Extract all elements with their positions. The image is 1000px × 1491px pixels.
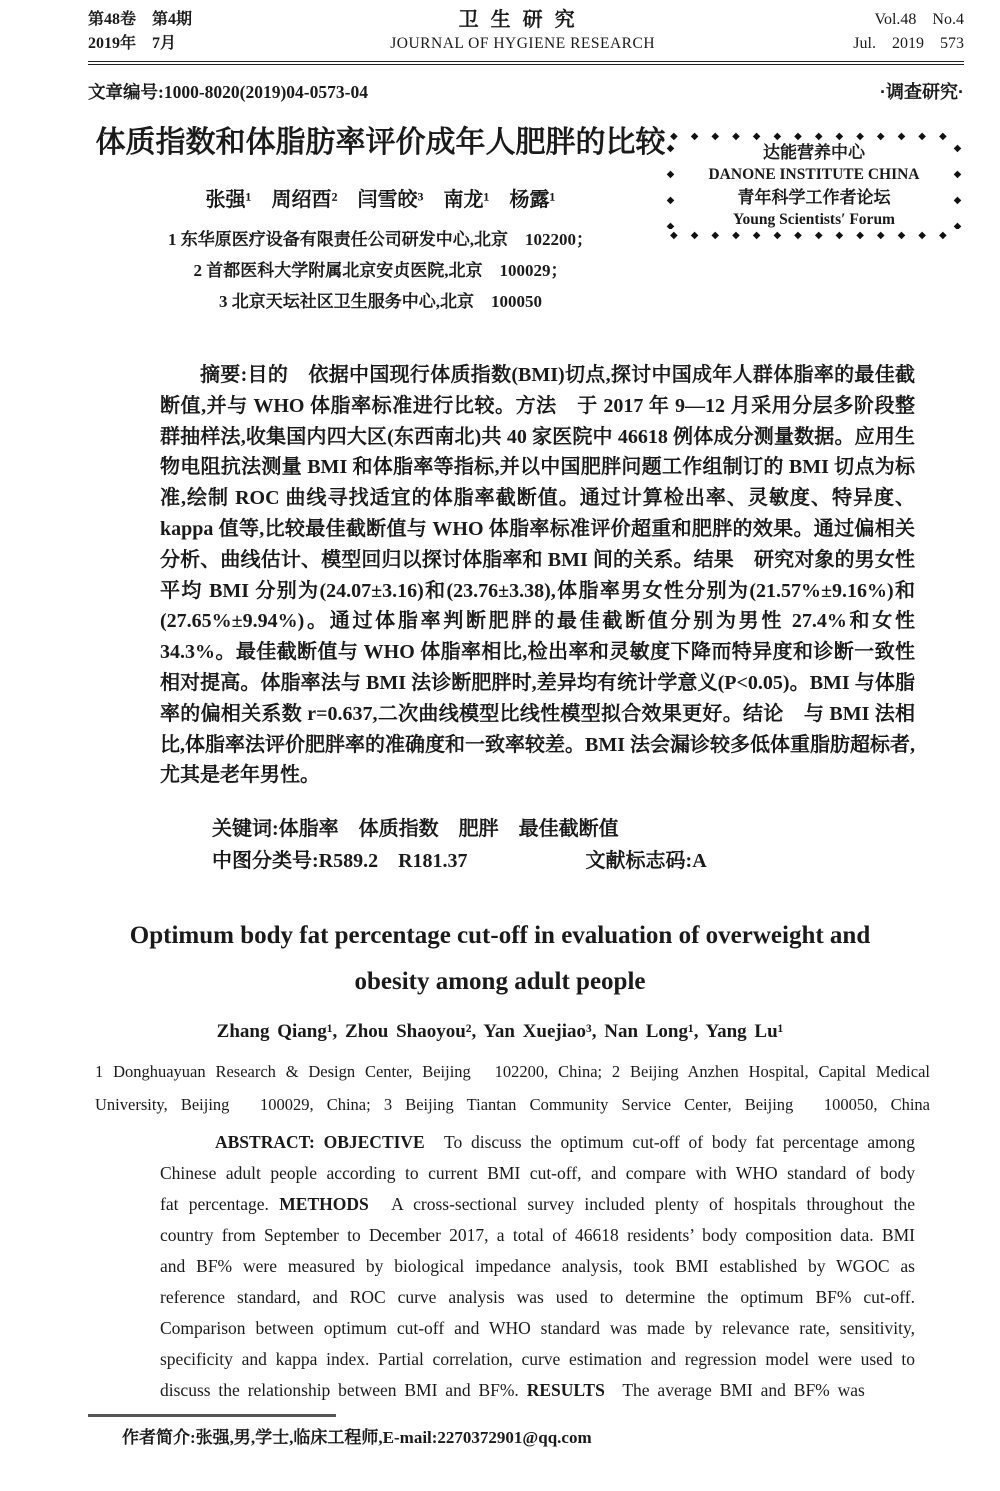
article-title-cn: 体质指数和体脂肪率评价成年人肥胖的比较 (95, 126, 666, 159)
forum-line-cn-2: 青年科学工作者论坛 (737, 188, 891, 207)
abstract-en-results: The average BMI and BF% was (604, 1380, 865, 1401)
article-title-en: Optimum body fat percentage cut-off in evaluation of overweight and obesity among adult people (129, 922, 871, 996)
journal-issue-info-en (853, 8, 964, 56)
authors-cn: 张强¹ 周绍酉² 闫雪皎³ 南龙¹ 杨露¹ (205, 189, 556, 211)
affiliations-en: 1 Donghuayuan Research & Design Center, Beijing 102200, China; 2 Beijing Anzhen Hospital, Capital Medical University, Beijing 100029, China; 3 Beijing Tiantan Community Service Center, Beijing 100050, China (95, 1062, 930, 1115)
clc-number: 中图分类号:R589.2 R181.37 (212, 850, 468, 873)
affiliations-cn (88, 224, 673, 317)
volume-issue-cn: 第48卷 第4期 (88, 11, 193, 28)
abstract-en-label-methods: METHODS (279, 1194, 369, 1215)
volume-issue-en: Vol.48 No.4 (874, 11, 964, 28)
abstract-cn-label-conclusion: 结论 (743, 702, 784, 725)
footnote-rule (88, 1414, 336, 1417)
danone-forum-box (664, 130, 964, 242)
abstract-en-label-objective: ABSTRACT: OBJECTIVE (215, 1132, 425, 1153)
issue-date-cn: 2019年 7月 (88, 35, 177, 52)
classification-line (212, 845, 915, 877)
journal-issue-info-cn (88, 8, 192, 56)
abstract-cn-results: 研究对象的男女性平均 BMI 分别为(24.07±3.16)和(23.76±3.38),体脂率男女性分别为(21.57%±9.16%)和(27.65%±9.94%)。通过体脂率判断肥胖的最佳截断值分别为男性 27.4%和女性 34.3%。最佳截断值与 WHO 体脂率相比,检出率和灵敏度下降而特异度和诊断一致性相对提高。体脂率法与 BMI 法诊断肥胖时,差异均有统计学意义(P<0.05)。BMI 与体脂率的偏相关系数 r=0.637,二次曲线模型比线性模型拟合效果更好。 (160, 548, 916, 725)
article-number: 文章编号:1000-8020(2019)04-0573-04 (88, 82, 368, 102)
paper-page (0, 8, 1000, 1491)
issue-date-page-en: Jul. 2019 573 (853, 35, 964, 52)
diamond-border-left-icon (664, 143, 677, 229)
forum-line-cn-1: 达能营养中心 (763, 143, 865, 162)
abstract-en (160, 1127, 915, 1406)
forum-box-content (680, 141, 948, 231)
journal-title-cn: 卫生研究 (458, 9, 587, 31)
journal-title-block (390, 8, 655, 56)
abstract-cn-label-objective: 摘要:目的 (200, 364, 289, 386)
affiliation-cn-3: 3 北京天坛社区卫生服务中心,北京 100050 (219, 292, 542, 311)
keywords-block (212, 813, 915, 877)
column-label: ·调查研究· (880, 82, 964, 102)
abstract-cn-methods: 于 2017 年 9—12 月采用分层多阶段整群抽样法,收集国内四大区(东西南北)共 40 家医院中 46618 例体成分测量数据。应用生物电阻抗法测量 BMI 和体脂率等指标,并以中国肥胖问题工作组制订的 BMI 切点为标准,绘制 ROC 曲线寻找适宜的体脂率截断值。通过计算检出率、灵敏度、特异度、kappa 值等,比较最佳截断值与 WHO 体脂率标准评价超重和肥胖的效果。通过偏相关分析、曲线估计、模型回归以探讨体脂率和 BMI 间的关系。 (160, 394, 916, 571)
abstract-cn-conclusion: 与 BMI 法相比,体脂率法评价肥胖率的准确度和一致率较差。BMI 法会漏诊较多低体重脂肪超标者,尤其是老年男性。 (160, 702, 916, 787)
abstract-cn-label-methods: 方法 (515, 394, 557, 417)
article-head-left (88, 124, 673, 317)
document-code: 文献标志码:A (585, 850, 707, 873)
abstract-en-methods: A cross-sectional survey included plenty of hospitals throughout the country from September to December 2017, a total of 46618 residents’ body composition data. BMI and BF% were measured by biological impedance analysis, took BMI established by WGOC as reference standard, and ROC curve analysis was used to determine the optimum BF% cut-off. Comparison between optimum cut-off and WHO standard was made by relevance rate, sensitivity, specificity and kappa index. Partial correlation, curve estimation and regression model were used to discuss the relationship between BMI and BF%. (160, 1194, 916, 1401)
forum-line-en-1: DANONE INSTITUTE CHINA (708, 166, 920, 183)
affiliation-cn-1: 1 东华原医疗设备有限责任公司研发中心,北京 102200； (168, 230, 593, 249)
affiliation-cn-2: 2 首都医科大学附属北京安贞医院,北京 100029； (193, 261, 568, 280)
diamond-border-right-icon (951, 143, 964, 229)
keywords-line: 关键词:体脂率 体质指数 肥胖 最佳截断值 (212, 818, 619, 841)
abstract-cn-objective: 依据中国现行体质指数(BMI)切点,探讨中国成年人群体脂率的最佳截断值,并与 WHO 体脂率标准进行比较。 (160, 364, 915, 417)
abstract-cn (160, 360, 915, 791)
journal-title-en: JOURNAL OF HYGIENE RESEARCH (390, 35, 656, 52)
article-head (88, 124, 964, 340)
abstract-en-label-results: RESULTS (526, 1380, 605, 1401)
author-bio-footnote: 作者简介:张强,男,学士,临床工程师,E-mail:2270372901@qq.com (122, 1428, 592, 1448)
abstract-en-objective: To discuss the optimum cut-off of body fat percentage among Chinese adult people according to current BMI cut-off, and compare with WHO standard of body fat percentage. (160, 1132, 915, 1215)
journal-header (88, 8, 964, 65)
authors-en: Zhang Qiang¹, Zhou Shaoyou², Yan Xuejiao³, Nan Long¹, Yang Lu¹ (216, 1021, 784, 1043)
meta-row (88, 78, 964, 104)
forum-line-en-2: Young Scientists′ Forum (733, 211, 895, 228)
abstract-cn-label-results: 结果 (693, 548, 734, 571)
